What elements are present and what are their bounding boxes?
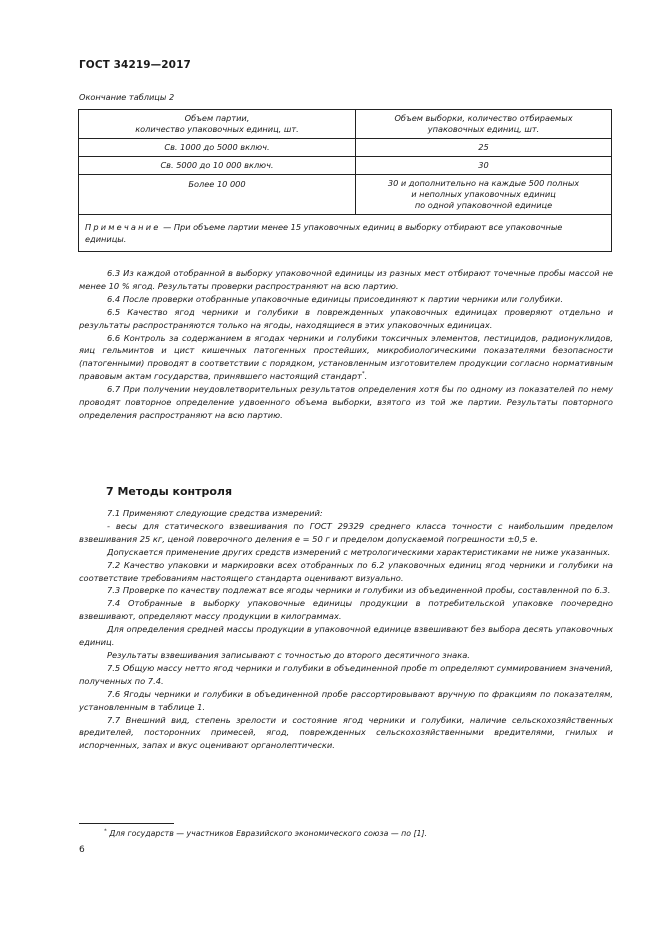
table-caption: Окончание таблицы 2 xyxy=(79,92,175,102)
paragraph-6-7: 6.7 При получении неудовлетворительных результатов определения хотя бы по одному из показателей по нему проводят повторное определение удвоенного объема выборки, взятого из той же партии. Результаты повторного определения распространяют на всю партию. xyxy=(79,384,613,420)
table-note xyxy=(79,215,612,252)
page-number: 6 xyxy=(79,845,85,855)
footnote xyxy=(104,829,427,838)
footnote-marker: * xyxy=(104,828,107,835)
note-label: Примечание xyxy=(85,222,161,232)
section-7-text xyxy=(79,507,613,752)
footnote-divider xyxy=(79,823,174,824)
paragraph-7-3: 7.3 Проверке по качеству подлежат все ягоды черники и голубики из объединенной пробы, составленной по 6.3. xyxy=(107,585,611,596)
paragraph-7-4-b: Результаты взвешивания записывают с точностью до второго десятичного знака. xyxy=(107,649,470,660)
table-cell-sample: 25 xyxy=(356,139,612,157)
table-row xyxy=(79,157,612,175)
paragraph-7-7: 7.7 Внешний вид, степень зрелости и состояние ягод черники и голубики, наличие сельскохозяйственных вредителей, посторонних примесей, ягод, поврежденных сельскохозяйственными вредителями, гнилых и испорченных, запах и вкус оценивают органолептически. xyxy=(79,714,613,751)
table-row xyxy=(79,139,612,157)
header-cell-lot: Объем партии, количество упаковочных единиц, шт. xyxy=(79,110,356,139)
paragraph-7-4: 7.4 Отобранные в выборку упаковочные единицы продукции в потребительской упаковке поочередно взвешивают, определяют массу продукции в килограммах. xyxy=(79,598,613,622)
paragraph-6-6: 6.6 Контроль за содержанием в ягодах черники и голубики токсичных элементов, пестицидов, радионуклидов, яиц гельминтов и цист кишечных патогенных простейших, микробиологическими показателями безопасности (патогенными) проводят в соответствии с порядком, установленным изготовителем продукции согласно нормативным правовым актам государства, принявшего настоящий стандарт*. xyxy=(79,332,613,382)
table-note-row xyxy=(79,215,612,252)
note-text: — При объеме партии менее 15 упаковочных единиц в выборку отбирают все упаковочные единицы. xyxy=(85,222,563,244)
paragraph-7-2: 7.2 Качество упаковки и маркировки всех отобранных по 6.2 упаковочных единиц ягод черники и голубики на соответствие требованиям настоящего стандарта оценивают визуально. xyxy=(79,559,613,583)
section-7-title: 7 Методы контроля xyxy=(106,485,233,498)
paragraph-7-1-note: Допускается применение других средств измерений с метрологическими характеристиками не ниже указанных. xyxy=(107,546,611,557)
paragraph-7-1-item: - весы для статического взвешивания по ГОСТ 29329 среднего класса точности с наибольшим пределом взвешивания 25 кг, ценой поверочного деления е = 50 г и пределом допускаемой погрешности ±0,5 е. xyxy=(79,520,613,544)
table-cell-sample: 30 xyxy=(356,157,612,175)
table-row xyxy=(79,175,612,215)
paragraph-6-5: 6.5 Качество ягод черники и голубики в поврежденных упаковочных единицах проверяют отдельно и результаты распространяются только на ягоды, находящиеся в этих упаковочных единицах. xyxy=(79,306,613,330)
footnote-text: Для государств — участников Евразийского экономического союза — по [1]. xyxy=(109,829,427,838)
paragraph-7-1: 7.1 Применяют следующие средства измерений: xyxy=(107,508,323,518)
paragraph-7-4-a: Для определения средней массы продукции в упаковочной единице взвешивают без выбора десять упаковочных единиц. xyxy=(79,624,613,648)
table-header-row xyxy=(79,110,612,139)
section-6-text xyxy=(79,267,613,422)
table-cell-sample: 30 и дополнительно на каждые 500 полных и неполных упаковочных единиц по одной упаковочной единице xyxy=(356,175,612,215)
table-cell-lot: Более 10 000 xyxy=(79,175,356,215)
paragraph-7-5: 7.5 Общую массу нетто ягод черники и голубики в объединенной пробе m определяют суммированием значений, полученных по 7.4. xyxy=(79,662,613,686)
footnote-mark: * xyxy=(361,371,365,378)
table-cell-lot: Св. 5000 до 10 000 включ. xyxy=(79,157,356,175)
paragraph-6-4: 6.4 После проверки отобранные упаковочные единицы присоединяют к партии черники или голубики. xyxy=(107,293,563,304)
document-code: ГОСТ 34219—2017 xyxy=(79,59,191,71)
paragraph-6-3: 6.3 Из каждой отобранной в выборку упаковочной единицы из разных мест отбирают точечные пробы массой не менее 10 % ягод. Результаты проверки распространяют на всю партию. xyxy=(79,268,613,291)
header-cell-sample: Объем выборки, количество отбираемых упаковочных единиц, шт. xyxy=(356,110,612,139)
sampling-table xyxy=(78,109,612,252)
table-cell-lot: Св. 1000 до 5000 включ. xyxy=(79,139,356,157)
paragraph-7-6: 7.6 Ягоды черники и голубики в объединенной пробе рассортировывают вручную по фракциям по показателям, установленным в таблице 1. xyxy=(79,688,613,712)
